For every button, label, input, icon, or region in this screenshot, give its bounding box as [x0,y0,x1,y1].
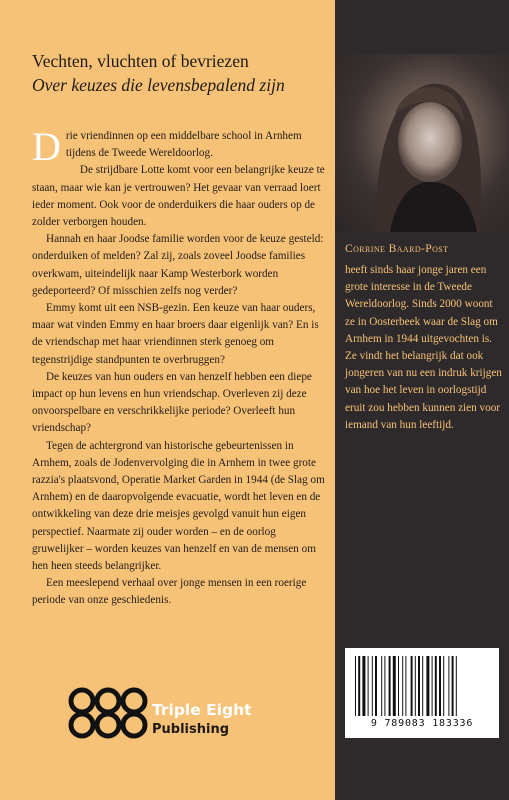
author-name: Corrine Baard-Post [345,242,449,255]
barcode-bar [452,656,454,716]
barcode-bar [448,656,449,716]
blurb-text [32,124,326,610]
author-bio: heeft sinds haar jonge jaren een grote interesse in de Tweede Wereldoorlog. Sinds 2000 woont ze in Oosterbeek waar de Slag om Arnhem in 1944 uitgevochten is. Ze vindt het belangrijk dat ook jongeren van nu een indruk krijgen van hoe het leven in oorlogstijd eruit zou hebben kunnen zien voor iemand van hun leeftijd. [345,264,502,431]
barcode-bar [362,656,365,716]
blurb-paragraph: Tegen de achtergrond van historische gebeurtenissen in Arnhem, zoals de Jodenvervolging die in Arnhem in twee grote razzia's plaatsvond, Operatie Market Garden in 1944 (de Slag om Arnhem) en de daaropvolgende evacuatie, wordt het leven en de ontwikkeling van deze drie meisjes gevolgd vanuit hun eigen perspectief. Naarmate zij ouder worden – en de oorlog gruwelijker – worden keuzes van henzelf en van de mensen om hen heen steeds belangrijker. [32,439,325,573]
barcode-bar [411,656,413,716]
barcode-bar [456,656,457,716]
barcode-bars-icon [355,656,489,716]
barcode-bar [402,656,403,716]
barcode-bar [426,656,429,716]
barcode-bar [384,656,385,716]
barcode-bar [439,656,441,716]
barcode-bar [443,656,444,716]
barcode [345,648,499,738]
blurb-paragraph-text: rie vriendinnen op een middelbare school in Arnhem tijdens de Tweede Wereldoorlog. [65,130,302,160]
dropcap: D [32,124,61,169]
barcode-bar [398,656,399,716]
blurb-paragraph: Een meeslepend verhaal over jonge mensen in een roerige periode van onze geschiedenis. [32,577,307,607]
blurb-paragraph: Emmy komt uit een NSB-gezin. Een keuze van haar ouders, maar wat vinden Emmy en haar broers daar eigenlijk van? En is de vriendschap met haar vriendinnen sterk genoeg om tegenstrijdige standpunten te overbruggen? [32,302,319,366]
barcode-bar [372,656,373,716]
book-title: Vechten, vluchten of bevriezen [32,51,249,71]
barcode-bar [405,656,406,716]
publisher-name: Triple Eight [152,701,252,719]
barcode-bar [435,656,437,716]
barcode-bar [358,656,360,716]
barcode-bar [432,656,433,716]
author-photo [335,54,509,232]
barcode-bar [389,656,391,716]
barcode-bar [375,656,377,716]
barcode-bar [355,656,356,716]
blurb-paragraph: De keuzes van hun ouders en van henzelf hebben een diepe impact op hun levens en hun vriendschap. Overleven zij deze onvoorspelbare en verschrikkelijke periode? Overleeft hun vriendschap? [32,370,312,435]
barcode-bar [393,656,396,716]
blurb-paragraph [32,124,326,169]
book-subtitle: Over keuzes die levensbepalend zijn [32,75,285,95]
isbn-number: 9 789083 183336 [370,718,474,729]
barcode-bar [368,656,369,716]
barcode-bar [381,656,382,716]
blurb-paragraph: De strijdbare Lotte komt voor een belangrijke keuze te staan, maar wie kan je vertrouwen? Het gevaar van verraad loert ieder moment. Ook voor de onderduikers die haar ouders op de zolder verborgen houden. [32,164,325,229]
blurb-paragraph: Hannah en haar Joodse familie worden voor de keuze gesteld: onderduiken of melden? Zal zij, zoals zoveel Joodse families overkwam, uiteindelijk naar Kamp Westerbork worden gedeporteerd? Of misschien zelfs nog verder? [32,233,324,297]
publisher-subtitle: Publishing [152,722,230,737]
triple-eight-logo-icon [66,686,150,742]
barcode-bar [415,656,416,716]
barcode-bar [418,656,420,716]
author-portrait-icon [335,54,509,232]
barcode-bar [422,656,423,716]
